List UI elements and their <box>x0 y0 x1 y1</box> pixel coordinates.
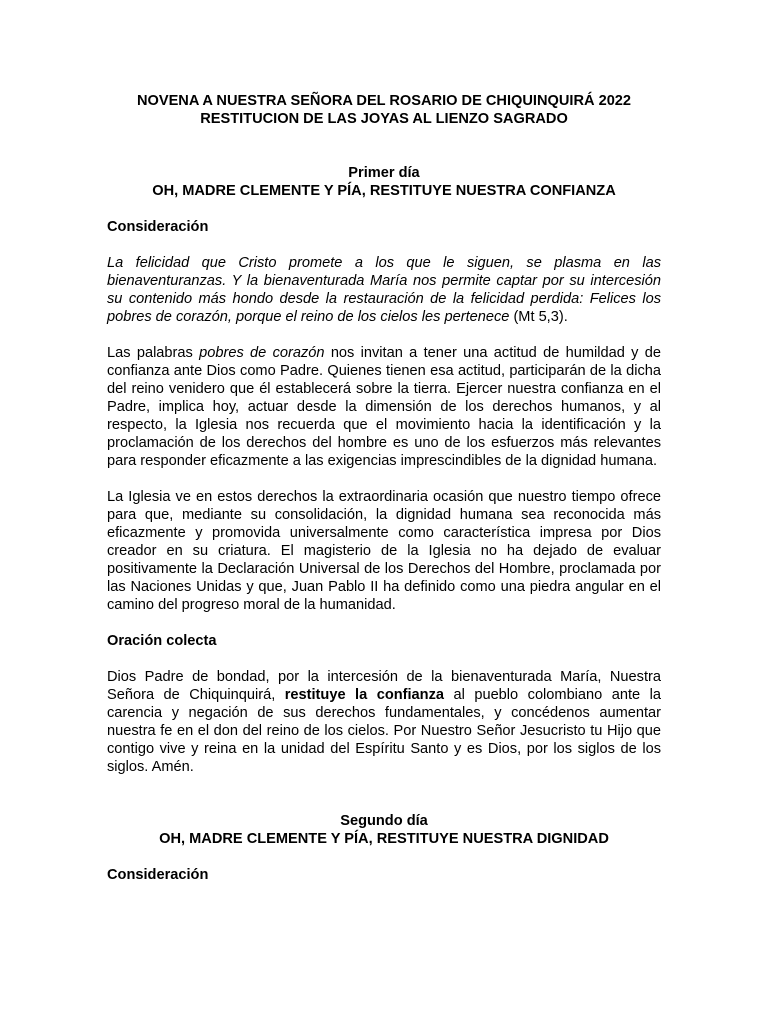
day1-paragraph-1 <box>107 254 661 326</box>
day1-prayer-paragraph <box>107 668 661 776</box>
day1-paragraph-3: La Iglesia ve en estos derechos la extraordinaria ocasión que nuestro tiempo ofrece para que, mediante su consolidación, la dignidad humana sea reconocida más eficazmente y promovida universalmente como característica impresa por Dios creador en su criatura. El magisterio de la Iglesia no ha dejado de evaluar positivamente la Declaración Universal de los Derechos del Hombre, proclamada por las Naciones Unidas y que, Juan Pablo II ha definido como una piedra angular en el camino del progreso moral de la humanidad. <box>107 489 661 613</box>
day1-paragraph-1-italic: La felicidad que Cristo promete a los que le siguen, se plasma en las bienaventuranzas. Y la bienaventurada María nos permite captar por su intercesión su contenido más hondo desde la restauración de la felicidad perdida: Felices los pobres de corazón, porque el reino de los cielos les pertenece <box>107 255 661 325</box>
day1-paragraph-2 <box>107 344 661 470</box>
day1-paragraph-2-rest: nos invitan a tener una actitud de humildad y de confianza ante Dios como Padre. Quienes tienen esa actitud, participarán de la dicha del reino venidero que él establecerá sobre la tierra. Ejercer nuestra confianza en el Padre, implica hoy, actuar desde la dimensión de los derechos humanos, y al respecto, la Iglesia nos recuerda que el movimiento hacia la identificación y la proclamación de los derechos del hombre es uno de los esfuerzos más relevantes para responder eficazmente a las exigencias imprescindibles de la dignidad humana. <box>107 345 661 469</box>
day1-label: Primer día <box>348 165 420 181</box>
title-line-1: NOVENA A NUESTRA SEÑORA DEL ROSARIO DE CHIQUINQUIRÁ 2022 <box>136 93 632 109</box>
day1-consideration-heading: Consideración <box>107 219 209 235</box>
day1-paragraph-2-start: Las palabras <box>107 345 200 361</box>
day1-paragraph-1-reference: (Mt 5,3). <box>509 309 568 325</box>
day1-prayer-heading: Oración colecta <box>107 633 217 649</box>
day1-prayer-rest: al pueblo colombiano ante la carencia y negación de sus derechos fundamentales, y concédenos aumentar nuestra fe en el don del reino de los cielos. Por Nuestro Señor Jesucristo tu Hijo que contigo vive y reina en la unidad del Espíritu Santo y es Dios, por los siglos de los siglos. Amén. <box>107 687 662 775</box>
day2-subtitle: OH, MADRE CLEMENTE Y PÍA, RESTITUYE NUESTRA DIGNIDAD <box>159 831 609 847</box>
section-spacer <box>107 794 661 812</box>
title-line-2: RESTITUCION DE LAS JOYAS AL LIENZO SAGRADO <box>200 111 568 127</box>
day2-label: Segundo día <box>340 813 428 829</box>
day2-consideration-heading: Consideración <box>107 867 209 883</box>
day1-paragraph-2-italic: pobres de corazón <box>199 345 325 361</box>
document-title <box>107 92 661 128</box>
day1-prayer-bold: restituye la confianza <box>284 687 445 703</box>
day1-header <box>107 164 661 200</box>
day1-subtitle: OH, MADRE CLEMENTE Y PÍA, RESTITUYE NUESTRA CONFIANZA <box>152 183 616 199</box>
day1-prayer-start: Dios Padre de bondad, por la intercesión de la bienaventurada María, Nuestra Señora de Chiquinquirá, <box>107 669 661 703</box>
day2-header <box>107 812 661 848</box>
